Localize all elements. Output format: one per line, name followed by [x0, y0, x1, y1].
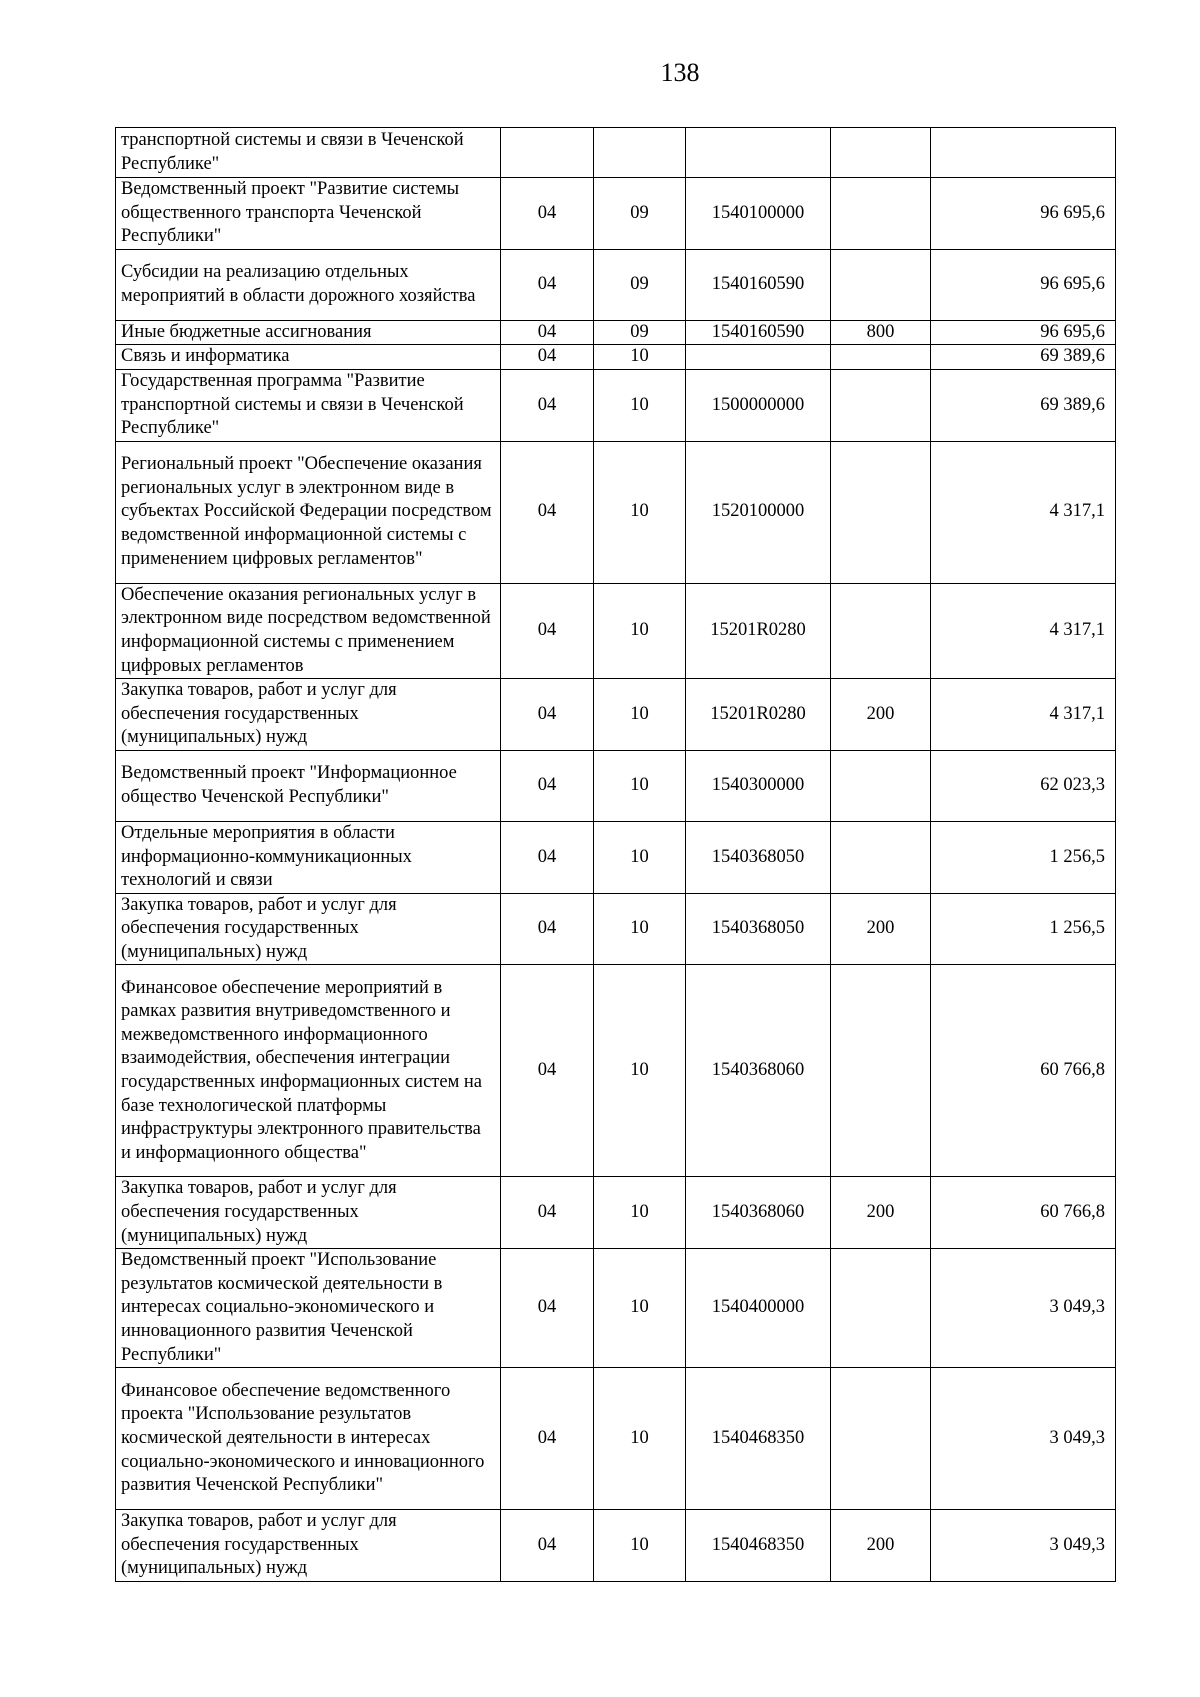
row-expense-type	[831, 178, 931, 250]
row-subsection: 10	[594, 893, 686, 965]
row-target-article: 15201R0280	[686, 583, 831, 678]
row-amount: 3 049,3	[931, 1368, 1116, 1510]
row-subsection: 10	[594, 441, 686, 583]
row-section: 04	[501, 679, 594, 751]
row-target-article	[686, 128, 831, 178]
row-section: 04	[501, 369, 594, 441]
row-amount: 60 766,8	[931, 1177, 1116, 1249]
row-subsection: 09	[594, 178, 686, 250]
row-name: Ведомственный проект "Информационное общество Чеченской Республики"	[116, 750, 501, 821]
row-expense-type	[831, 1249, 931, 1368]
row-target-article: 1540468350	[686, 1510, 831, 1582]
row-expense-type: 200	[831, 893, 931, 965]
row-subsection: 10	[594, 965, 686, 1177]
row-target-article: 15201R0280	[686, 679, 831, 751]
row-subsection: 10	[594, 750, 686, 821]
table-row	[116, 583, 1116, 678]
table-row	[116, 965, 1116, 1177]
row-amount: 3 049,3	[931, 1510, 1116, 1582]
row-target-article: 1540300000	[686, 750, 831, 821]
row-section: 04	[501, 320, 594, 345]
row-subsection: 10	[594, 679, 686, 751]
row-name: Закупка товаров, работ и услуг для обеспечения государственных (муниципальных) нужд	[116, 1510, 501, 1582]
row-expense-type	[831, 128, 931, 178]
row-target-article: 1540368050	[686, 821, 831, 893]
row-target-article: 1540160590	[686, 320, 831, 345]
row-expense-type: 800	[831, 320, 931, 345]
row-subsection: 10	[594, 821, 686, 893]
row-subsection: 09	[594, 320, 686, 345]
row-expense-type	[831, 1368, 931, 1510]
row-section: 04	[501, 821, 594, 893]
row-name: Ведомственный проект "Развитие системы общественного транспорта Чеченской Республики"	[116, 178, 501, 250]
row-name: транспортной системы и связи в Чеченской Республике"	[116, 128, 501, 178]
table-row	[116, 1368, 1116, 1510]
row-amount: 96 695,6	[931, 320, 1116, 345]
row-target-article: 1500000000	[686, 369, 831, 441]
row-target-article: 1540400000	[686, 1249, 831, 1368]
row-amount: 4 317,1	[931, 441, 1116, 583]
row-section: 04	[501, 1177, 594, 1249]
table-row	[116, 1177, 1116, 1249]
row-subsection: 10	[594, 369, 686, 441]
budget-table	[115, 127, 1116, 1582]
row-amount	[931, 128, 1116, 178]
row-target-article: 1540368060	[686, 1177, 831, 1249]
page-number: 138	[660, 58, 700, 87]
table-row	[116, 369, 1116, 441]
row-target-article: 1540368050	[686, 893, 831, 965]
row-amount: 96 695,6	[931, 249, 1116, 320]
row-expense-type	[831, 345, 931, 370]
row-name: Иные бюджетные ассигнования	[116, 320, 501, 345]
row-subsection: 10	[594, 1368, 686, 1510]
row-expense-type	[831, 369, 931, 441]
table-row	[116, 750, 1116, 821]
row-section: 04	[501, 441, 594, 583]
row-name: Закупка товаров, работ и услуг для обеспечения государственных (муниципальных) нужд	[116, 1177, 501, 1249]
row-target-article: 1520100000	[686, 441, 831, 583]
row-name: Отдельные мероприятия в области информационно-коммуникационных технологий и связи	[116, 821, 501, 893]
row-section: 04	[501, 1510, 594, 1582]
row-name: Закупка товаров, работ и услуг для обеспечения государственных (муниципальных) нужд	[116, 679, 501, 751]
table-row	[116, 178, 1116, 250]
row-expense-type	[831, 249, 931, 320]
row-name: Государственная программа "Развитие транспортной системы и связи в Чеченской Республике"	[116, 369, 501, 441]
row-target-article	[686, 345, 831, 370]
row-subsection: 09	[594, 249, 686, 320]
row-subsection: 10	[594, 1510, 686, 1582]
row-name: Финансовое обеспечение ведомственного проекта "Использование результатов космической деятельности в интересах социально-экономического и инновационного развития Чеченской Республики"	[116, 1368, 501, 1510]
table-row	[116, 249, 1116, 320]
table-row	[116, 679, 1116, 751]
row-amount: 1 256,5	[931, 893, 1116, 965]
row-expense-type	[831, 821, 931, 893]
row-target-article: 1540160590	[686, 249, 831, 320]
table-row	[116, 1510, 1116, 1582]
row-amount: 4 317,1	[931, 583, 1116, 678]
table-row	[116, 345, 1116, 370]
table-row	[116, 320, 1116, 345]
row-target-article: 1540368060	[686, 965, 831, 1177]
row-section: 04	[501, 750, 594, 821]
table-row	[116, 441, 1116, 583]
row-subsection: 10	[594, 1249, 686, 1368]
row-target-article: 1540468350	[686, 1368, 831, 1510]
row-section: 04	[501, 1368, 594, 1510]
row-name: Обеспечение оказания региональных услуг в электронном виде посредством ведомственной информационной системы с применением цифровых регламентов	[116, 583, 501, 678]
row-section: 04	[501, 178, 594, 250]
row-section: 04	[501, 583, 594, 678]
row-subsection	[594, 128, 686, 178]
row-amount: 62 023,3	[931, 750, 1116, 821]
row-section: 04	[501, 1249, 594, 1368]
row-expense-type: 200	[831, 679, 931, 751]
row-name: Региональный проект "Обеспечение оказания региональных услуг в электронном виде в субъектах Российской Федерации посредством ведомственной информационной системы с применением цифровых регламентов"	[116, 441, 501, 583]
row-amount: 69 389,6	[931, 369, 1116, 441]
row-subsection: 10	[594, 1177, 686, 1249]
row-amount: 4 317,1	[931, 679, 1116, 751]
row-section: 04	[501, 249, 594, 320]
table-row	[116, 893, 1116, 965]
row-subsection: 10	[594, 345, 686, 370]
row-amount: 96 695,6	[931, 178, 1116, 250]
row-expense-type: 200	[831, 1510, 931, 1582]
row-name: Ведомственный проект "Использование результатов космической деятельности в интересах социально-экономического и инновационного развития Чеченской Республики"	[116, 1249, 501, 1368]
row-expense-type	[831, 441, 931, 583]
row-section: 04	[501, 893, 594, 965]
row-amount: 3 049,3	[931, 1249, 1116, 1368]
row-amount: 1 256,5	[931, 821, 1116, 893]
row-subsection: 10	[594, 583, 686, 678]
table-row	[116, 128, 1116, 178]
row-name: Финансовое обеспечение мероприятий в рамках развития внутриведомственного и межведомственного информационного взаимодействия, обеспечения интеграции государственных информационных систем на базе технологической платформы инфраструктуры электронного правительства и информационного общества"	[116, 965, 501, 1177]
table-row	[116, 821, 1116, 893]
row-target-article: 1540100000	[686, 178, 831, 250]
row-amount: 69 389,6	[931, 345, 1116, 370]
row-name: Субсидии на реализацию отдельных мероприятий в области дорожного хозяйства	[116, 249, 501, 320]
row-amount: 60 766,8	[931, 965, 1116, 1177]
row-name: Закупка товаров, работ и услуг для обеспечения государственных (муниципальных) нужд	[116, 893, 501, 965]
row-expense-type	[831, 583, 931, 678]
table-row	[116, 1249, 1116, 1368]
row-section	[501, 128, 594, 178]
row-section: 04	[501, 345, 594, 370]
row-section: 04	[501, 965, 594, 1177]
row-expense-type: 200	[831, 1177, 931, 1249]
row-expense-type	[831, 750, 931, 821]
row-expense-type	[831, 965, 931, 1177]
row-name: Связь и информатика	[116, 345, 501, 370]
